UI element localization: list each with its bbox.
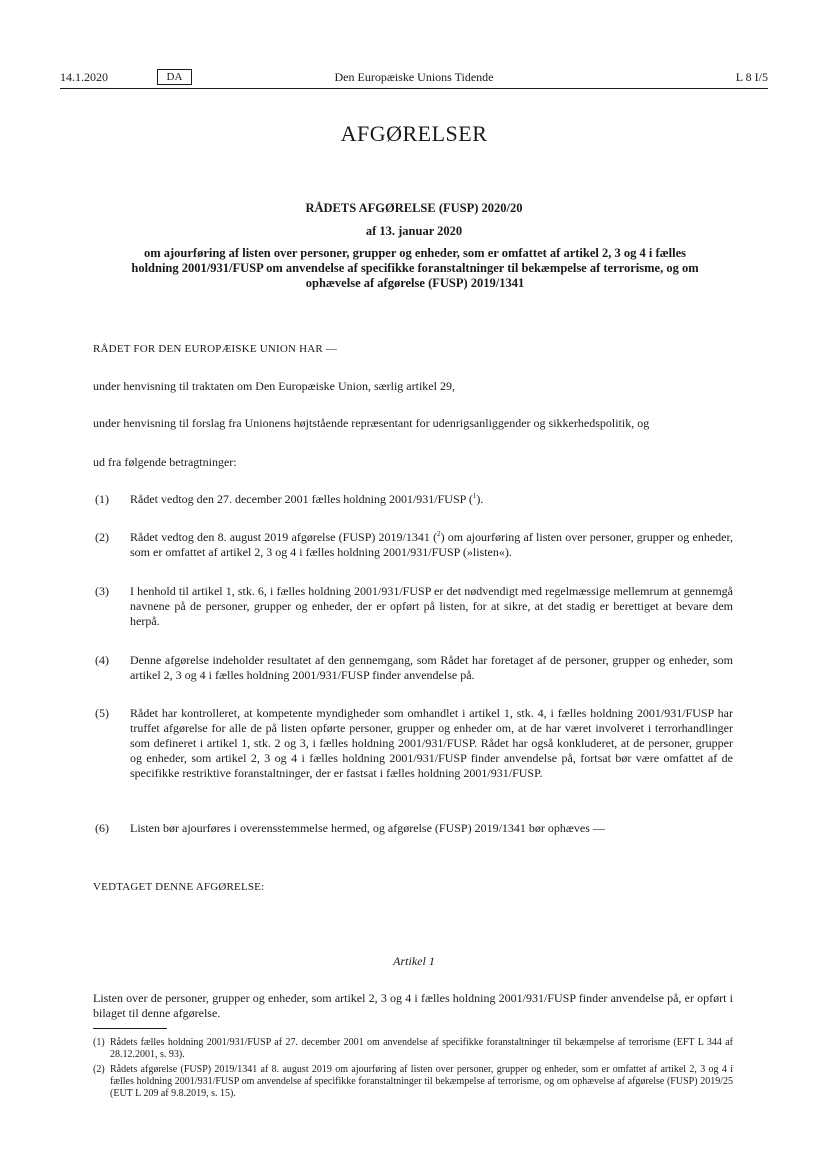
recital-number: (6)	[95, 821, 109, 835]
journal-name: Den Europæiske Unions Tidende	[334, 70, 494, 84]
recital-2	[93, 530, 733, 560]
recital-text: Rådet vedtog den 27. december 2001 fælles holdning 2001/931/FUSP (	[130, 492, 473, 506]
page-header	[60, 68, 768, 86]
footnote-text: Rådets afgørelse (FUSP) 2019/1341 af 8. august 2019 om ajourføring af listen over personer, grupper og enheder, som er omfattet af artikel 2, 3 og 4 i fælles holdning 2001/931/FUSP om anvendelse af specifikke foranstaltninger til bekæmpelse af terrorisme, og om ophævelse af afgørelse (FUSP) 2019/25 (EUT L 209 af 9.8.2019, s. 15).	[110, 1064, 733, 1099]
recital-1	[93, 492, 733, 507]
article-text: Listen over de personer, grupper og enheder, som artikel 2, 3 og 4 i fælles holdning 2001/931/FUSP finder anvendelse på, er opført i bilaget til denne afgørelse.	[93, 991, 733, 1020]
recital-number: (4)	[95, 653, 109, 667]
recital-text: Rådet har kontrolleret, at kompetente myndigheder som omhandlet i artikel 1, stk. 4, i fælles holdning 2001/931/FUSP har truffet afgørelse for alle de på listen opførte personer, grupper og enheder om, at de har været involveret i terrorhandlinger som defineret i artikel 1, stk. 2 og 3, i fælles holdning 2001/931/FUSP. Rådet har også konkluderet, at de personer, grupper og enheder, som artikel 2, 3 og 4 i fælles holdning 2001/931/FUSP finder anvendelse på, fortsat bør være omfattet af de specifikke restriktive foranstaltninger, der er fastsat i fælles holdning 2001/931/FUSP.	[130, 706, 733, 780]
recital-number: (2)	[95, 530, 109, 544]
footnote-1	[93, 1037, 733, 1061]
header-divider	[60, 88, 768, 89]
decision-date: af 13. januar 2020	[365, 224, 463, 238]
footnote-ref[interactable]: 2	[437, 530, 441, 538]
footnote-2	[93, 1064, 733, 1100]
section-title: AFGØRELSER	[340, 121, 488, 146]
recital-3	[93, 584, 733, 629]
decision-title: RÅDETS AFGØRELSE (FUSP) 2020/20	[305, 201, 523, 215]
footnote-divider	[93, 1028, 167, 1029]
recital-5	[93, 706, 733, 781]
recital-text: Listen bør ajourføres i overensstemmelse hermed, og afgørelse (FUSP) 2019/1341 bør ophæves —	[130, 821, 605, 835]
recital-6	[93, 821, 733, 836]
recital-4	[93, 653, 733, 683]
article-heading: Artikel 1	[393, 954, 435, 968]
preamble-having-regard-2: under henvisning til forslag fra Unionens højtstående repræsentant for udenrigsanliggender og sikkerhedspolitik, og	[93, 416, 650, 430]
recital-text: I henhold til artikel 1, stk. 6, i fælles holdning 2001/931/FUSP er det nødvendigt med regelmæssige mellemrum at gennemgå navnene på de personer, grupper og enheder, der er opført på listen, for at sikre, at det stadig er berettiget at bevare dem herpå.	[130, 584, 733, 628]
preamble-whereas: ud fra følgende betragtninger:	[93, 455, 237, 469]
recital-number: (5)	[95, 706, 109, 720]
preamble-council: RÅDET FOR DEN EUROPÆISKE UNION HAR —	[93, 343, 338, 355]
language-badge: DA	[157, 69, 192, 85]
preamble-having-regard-1: under henvisning til traktaten om Den Europæiske Union, særlig artikel 29,	[93, 379, 455, 393]
recital-number: (1)	[95, 492, 109, 506]
recital-number: (3)	[95, 584, 109, 598]
recital-text: ).	[476, 492, 484, 506]
footnote-number: (1)	[93, 1037, 105, 1048]
recital-text: Rådet vedtog den 8. august 2019 afgørelse (FUSP) 2019/1341 (	[130, 530, 438, 544]
page-reference: L 8 I/5	[735, 70, 768, 84]
decision-subject: om ajourføring af listen over personer, grupper og enheder, som er omfattet af artikel 2, 3 og 4 i fælles holdning 2001/931/FUSP om anvendelse af specifikke foranstaltninger til bekæmpelse af terrorisme, og om ophævelse af afgørelse (FUSP) 2019/1341	[131, 246, 699, 290]
publication-date: 14.1.2020	[60, 70, 108, 84]
footnote-ref[interactable]: 1	[472, 492, 477, 500]
recital-text: ) om ajourføring af listen over personer, grupper og enheder, som er omfattet af artikel 2, 3 og 4 i fælles holdning 2001/931/FUSP (»listen«).	[130, 530, 733, 559]
adopted-statement: VEDTAGET DENNE AFGØRELSE:	[93, 881, 265, 893]
footnote-text: Rådets fælles holdning 2001/931/FUSP af 27. december 2001 om anvendelse af specifikke foranstaltninger til bekæmpelse af terrorisme (EFT L 344 af 28.12.2001, s. 93).	[110, 1037, 733, 1060]
recital-text: Denne afgørelse indeholder resultatet af den gennemgang, som Rådet har foretaget af de personer, grupper og enheder, som artikel 2, 3 og 4 i fælles holdning 2001/931/FUSP finder anvendelse på.	[130, 653, 733, 682]
footnote-number: (2)	[93, 1064, 105, 1075]
